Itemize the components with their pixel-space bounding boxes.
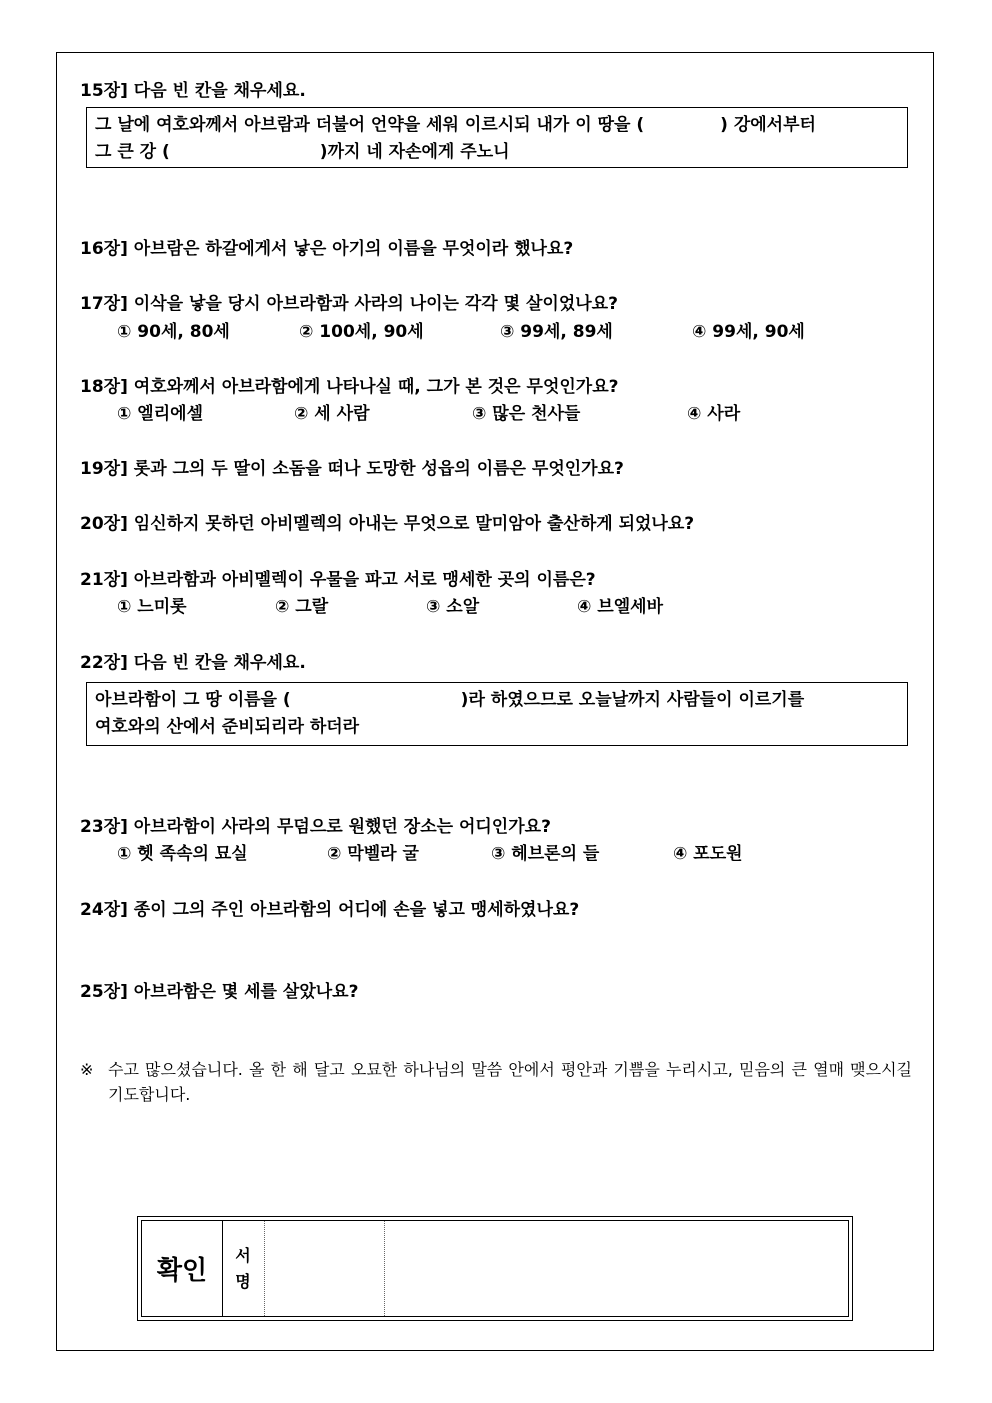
question-17-option-4[interactable]: ④ 99세, 90세 — [692, 322, 805, 342]
confirm-label: 확인 — [156, 1256, 208, 1286]
question-23-option-4[interactable]: ④ 포도원 — [673, 844, 743, 864]
question-18-option-3[interactable]: ③ 많은 천사들 — [472, 404, 581, 424]
sign-label — [222, 1221, 264, 1316]
question-15-box-line-1 — [95, 112, 899, 139]
question-15-text-1b: ) 강에서부터 — [720, 115, 816, 135]
question-17-prompt: 17장] 이삭을 낳을 당시 아브라함과 사라의 나이는 각각 몇 살이었나요? — [80, 294, 618, 314]
closing-note — [80, 1057, 912, 1107]
question-23-option-2[interactable]: ② 막벨라 굴 — [327, 844, 419, 864]
closing-note-text: 수고 많으셨습니다. 올 한 해 달고 오묘한 하나님의 말씀 안에서 평안과 기쁨을 누리시고, 믿음의 큰 열매 맺으시길 기도합니다. — [108, 1060, 912, 1104]
question-23-option-1[interactable]: ① 헷 족속의 묘실 — [117, 844, 248, 864]
question-20-prompt: 20장] 임신하지 못하던 아비멜렉의 아내는 무엇으로 말미암아 출산하게 되었나요? — [80, 514, 695, 534]
question-19-prompt: 19장] 롯과 그의 두 딸이 소돔을 떠나 도망한 성읍의 이름은 무엇인가요? — [80, 459, 624, 479]
question-21-option-2[interactable]: ② 그랄 — [275, 597, 329, 617]
question-15-prompt: 15장] 다음 빈 칸을 채우세요. — [80, 81, 306, 101]
question-15-box-line-2 — [95, 139, 899, 166]
question-17-option-1[interactable]: ① 90세, 80세 — [117, 322, 230, 342]
question-15-fill-box — [86, 107, 908, 168]
question-21-prompt: 21장] 아브라함과 아비멜렉이 우물을 파고 서로 맹세한 곳의 이름은? — [80, 570, 596, 590]
question-23-prompt: 23장] 아브라함이 사라의 무덤으로 원했던 장소는 어디인가요? — [80, 817, 551, 837]
question-22-box-line-1 — [95, 687, 899, 714]
reference-mark-icon: ※ — [80, 1060, 94, 1079]
question-21-option-4[interactable]: ④ 브엘세바 — [577, 597, 663, 617]
question-22-box-line-2: 여호와의 산에서 준비되리라 하더라 — [95, 717, 360, 737]
question-21-option-1[interactable]: ① 느미롯 — [117, 597, 187, 617]
question-22-text-1b: )라 하였으므로 오늘날까지 사람들이 이르기를 — [460, 690, 805, 710]
question-16-prompt: 16장] 아브람은 하갈에게서 낳은 아기의 이름을 무엇이라 했나요? — [80, 239, 574, 259]
confirmation-table — [137, 1216, 853, 1321]
question-22-fill-box — [86, 682, 908, 746]
question-18-option-4[interactable]: ④ 사라 — [687, 404, 741, 424]
question-23-option-3[interactable]: ③ 헤브론의 들 — [491, 844, 600, 864]
question-18-option-2[interactable]: ② 세 사람 — [294, 404, 370, 424]
question-21-option-3[interactable]: ③ 소알 — [426, 597, 480, 617]
question-24-prompt: 24장] 종이 그의 주인 아브라함의 어디에 손을 넣고 맹세하였나요? — [80, 900, 580, 920]
question-18-option-1[interactable]: ① 엘리에셀 — [117, 404, 203, 424]
question-25-prompt: 25장] 아브라함은 몇 세를 살았나요? — [80, 982, 359, 1002]
question-17-option-3[interactable]: ③ 99세, 89세 — [500, 322, 613, 342]
question-15-text-2b: )까지 네 자손에게 주노니 — [319, 142, 510, 162]
sign-label-text: 서명 — [235, 1245, 251, 1291]
question-15-text-1a: 그 날에 여호와께서 아브람과 더불어 언약을 세워 이르시되 내가 이 땅을 ( — [95, 115, 645, 135]
question-22-text-1a: 아브라함이 그 땅 이름을 ( — [95, 690, 291, 710]
question-17-option-2[interactable]: ② 100세, 90세 — [299, 322, 424, 342]
question-18-prompt: 18장] 여호와께서 아브라함에게 나타나실 때, 그가 본 것은 무엇인가요? — [80, 377, 619, 397]
question-15-text-2a: 그 큰 강 ( — [95, 142, 170, 162]
question-22-prompt: 22장] 다음 빈 칸을 채우세요. — [80, 653, 306, 673]
confirmation-table-inner — [141, 1220, 849, 1317]
